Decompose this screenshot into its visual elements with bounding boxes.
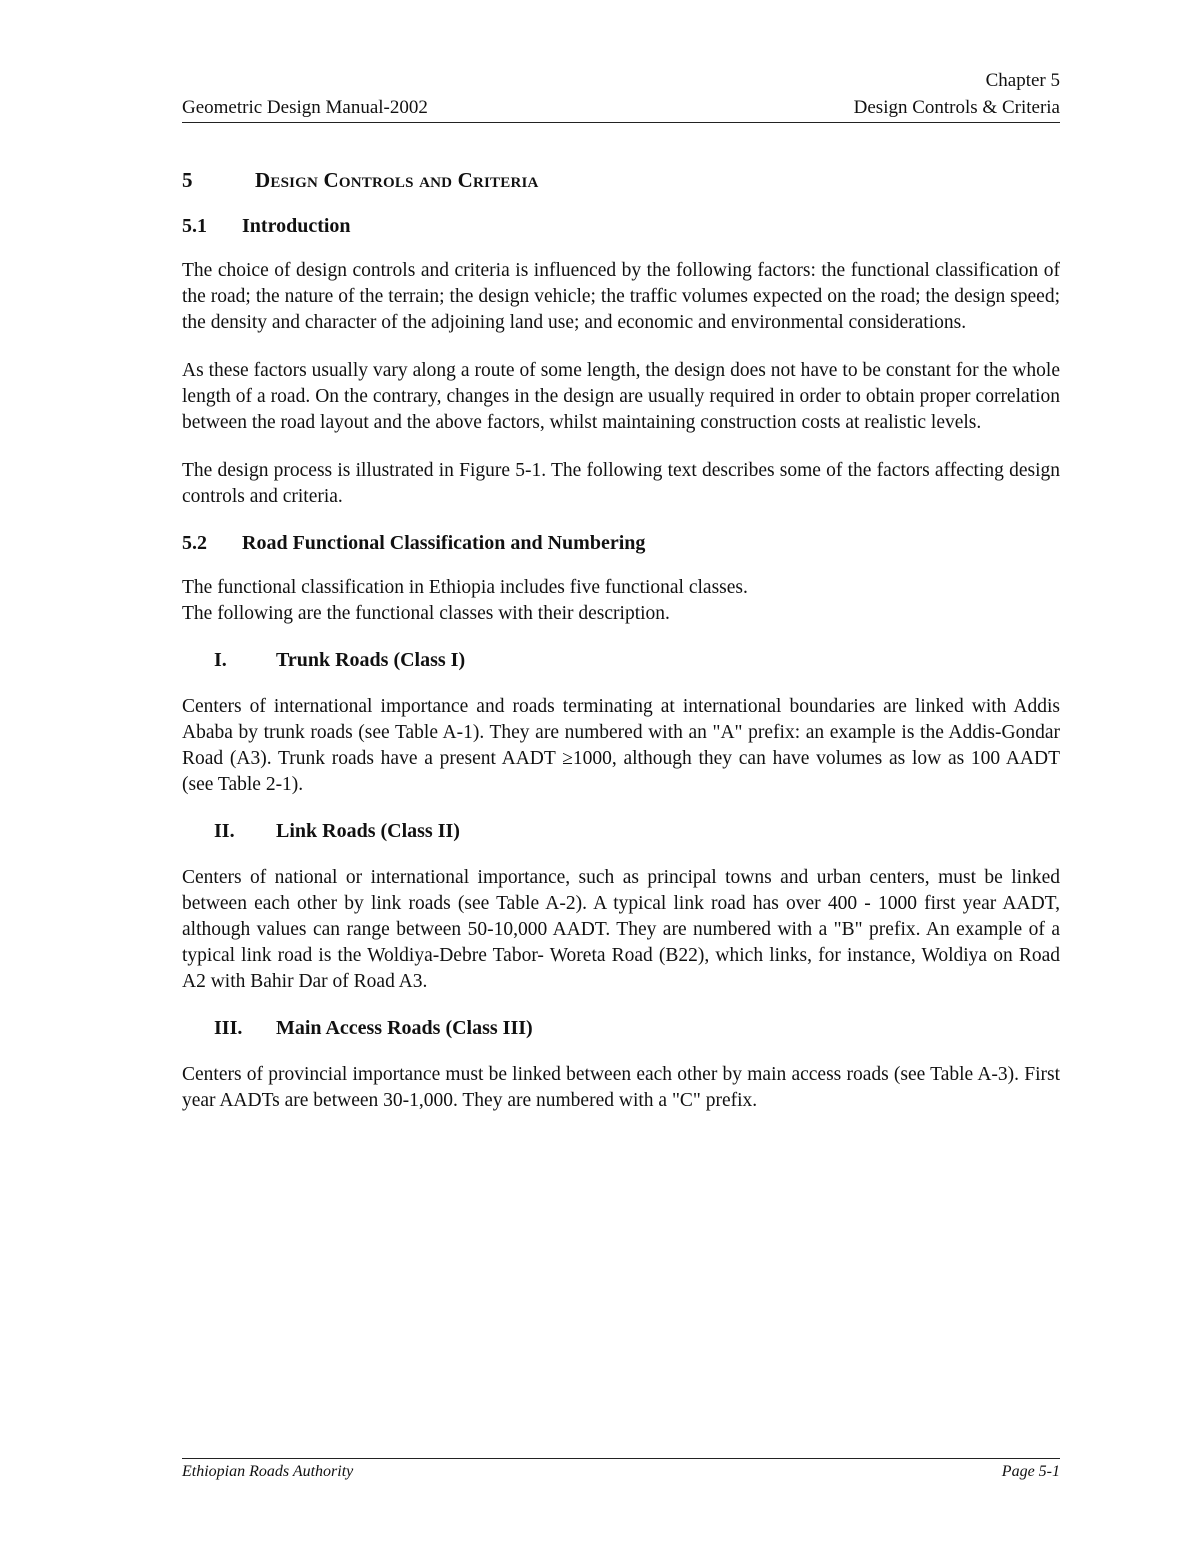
section-number: 5.1 [182, 215, 207, 237]
class-title: Link Roads (Class II) [276, 820, 460, 842]
header-chapter-title: Design Controls & Criteria [853, 97, 1060, 118]
footer-page-number: Page 5-1 [1001, 1463, 1060, 1480]
intro-paragraph-2: As these factors usually vary along a route of some length, the design does not have to be constant for the whole length of a road. On the contrary, changes in the design are usually required in order to obtain proper correlation between the road layout and the above factors, whilst maintaining construction costs at realistic levels. [182, 360, 1060, 433]
page-body [182, 168, 1060, 1136]
section-5-1-heading [182, 215, 1060, 238]
section-5-2-heading [182, 532, 1060, 555]
section-5-heading [182, 168, 1060, 193]
class-iii-description: Centers of provincial importance must be linked between each other by main access roads (see Table A-3). First year AADTs are between 30-1,000. They are numbered with a "C" prefix. [182, 1064, 1060, 1111]
section-title: Design Controls and Criteria [255, 168, 539, 192]
class-numeral: III. [214, 1017, 243, 1039]
class-ii-description: Centers of national or international importance, such as principal towns and urban centers, must be linked between each other by link roads (see Table A-2). A typical link road has over 400 - 1000 first year AADT, although values can range between 50-10,000 AADT. They are numbered with a "B" prefix. An example of a typical link road is the Woldiya-Debre Tabor- Woreta Road (B22), which links, for instance, Woldiya on Road A2 with Bahir Dar of Road A3. [182, 867, 1060, 992]
header-chapter: Chapter 5 [985, 70, 1060, 91]
class-iii-heading [182, 1017, 1060, 1040]
section-title: Introduction [242, 215, 351, 237]
class-i-heading [182, 649, 1060, 672]
section-title: Road Functional Classification and Numbering [242, 532, 646, 554]
header-divider [182, 122, 1060, 123]
intro-paragraph-3: The design process is illustrated in Figure 5-1. The following text describes some of the factors affecting design controls and criteria. [182, 460, 1060, 507]
class-i-description: Centers of international importance and roads terminating at international boundaries are linked with Addis Ababa by trunk roads (see Table A-1). They are numbered with an "A" prefix: an example is the Addis-Gondar Road (A3). Trunk roads have a present AADT ≥1000, although they can have volumes as low as 100 AADT (see Table 2-1). [182, 696, 1060, 795]
header-manual-title: Geometric Design Manual-2002 [182, 97, 428, 118]
class-title: Main Access Roads (Class III) [276, 1017, 533, 1039]
section-number: 5.2 [182, 532, 207, 554]
classification-intro-line-2: The following are the functional classes with their description. [182, 603, 670, 624]
footer-organization: Ethiopian Roads Authority [182, 1463, 354, 1480]
section-number: 5 [182, 168, 193, 192]
class-numeral: II. [214, 820, 235, 842]
class-numeral: I. [214, 649, 227, 671]
class-title: Trunk Roads (Class I) [276, 649, 466, 671]
classification-intro-line-1: The functional classification in Ethiopia includes five functional classes. [182, 577, 748, 598]
footer-divider [182, 1458, 1060, 1459]
intro-paragraph-1: The choice of design controls and criteria is influenced by the following factors: the functional classification of the road; the nature of the terrain; the design vehicle; the traffic volumes expected on the road; the design speed; the density and character of the adjoining land use; and economic and environmental considerations. [182, 260, 1060, 333]
class-ii-heading [182, 820, 1060, 843]
